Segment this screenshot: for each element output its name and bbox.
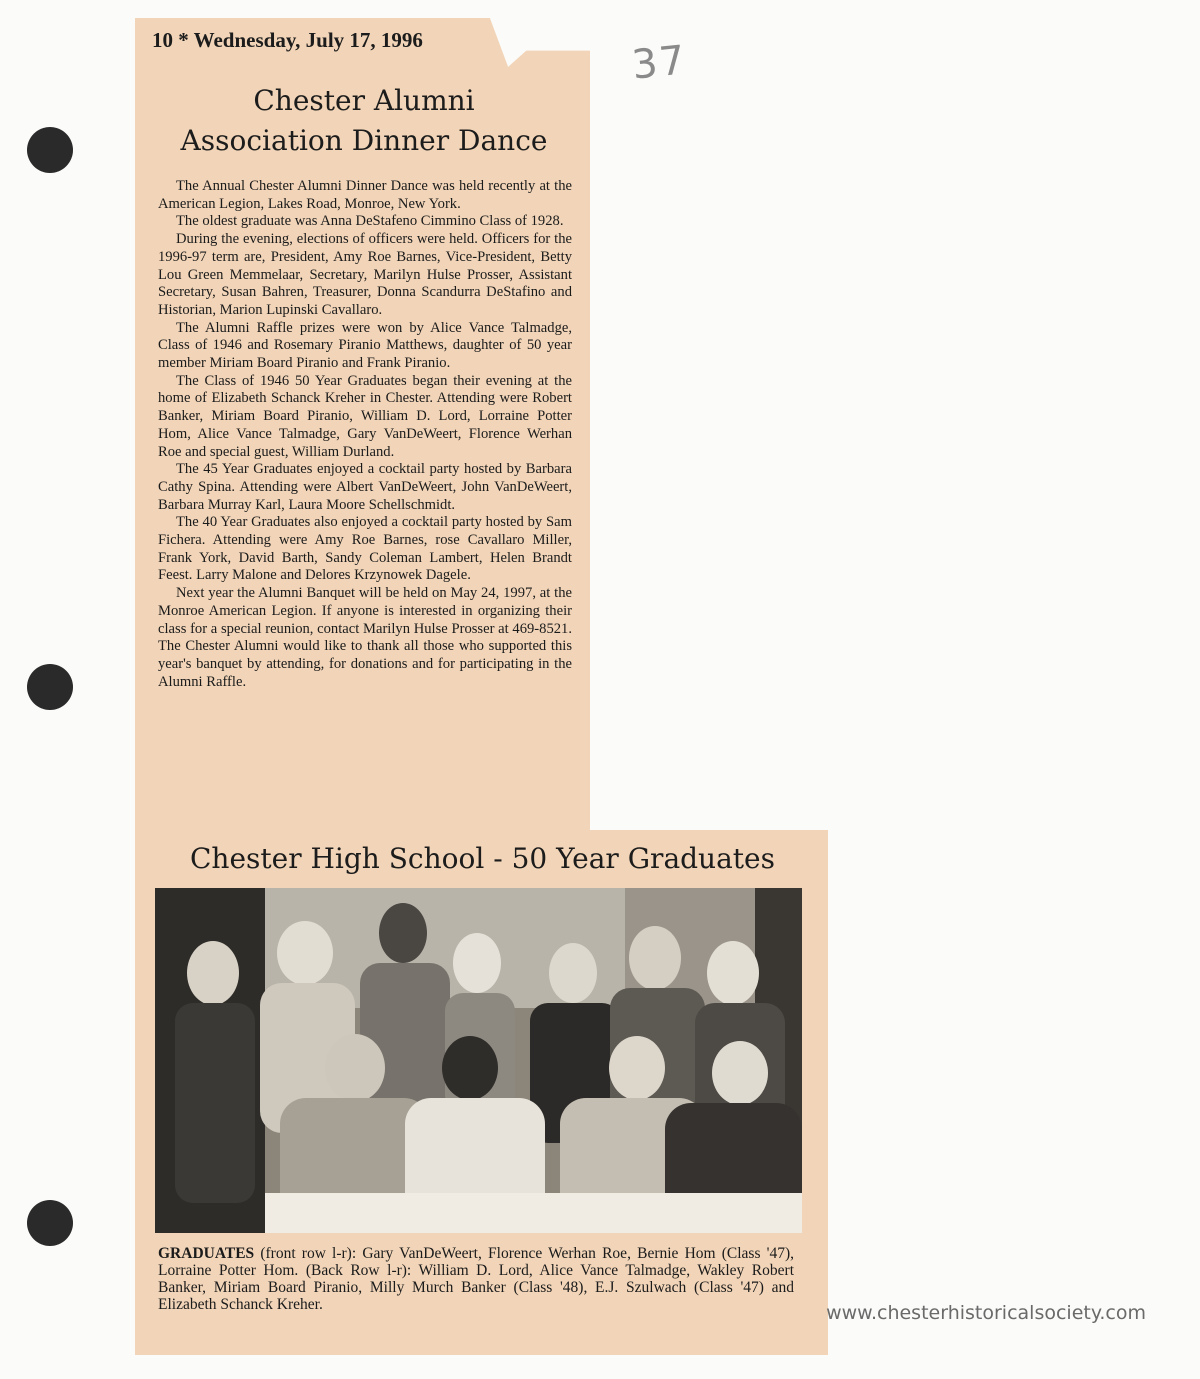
binder-hole-bottom [27,1200,73,1246]
article-paragraph: The Class of 1946 50 Year Graduates began their evening at the home of Elizabeth Schanck Kreher in Chester. Attending were Robert Banker, Miriam Board Piranio, William D. Lord, Lorraine Potter Hom, Alice Vance Talmadge, Gary VanDeWeert, Florence Werhan Roe and special guest, William Durland. [158,372,572,460]
article-paragraph: The Annual Chester Alumni Dinner Dance was held recently at the American Legion, Lakes Road, Monroe, New York. [158,178,572,212]
article-paragraph: During the evening, elections of officers were held. Officers for the 1996-97 term are, President, Amy Roe Barnes, Vice-President, Betty Lou Green Memmelaar, Secretary, Marilyn Hulse Prosser, Assistant Secretary, Susan Bahren, Treasurer, Donna Scandurra DeStafino and Historian, Marion Lupinski Cavallaro. [158,231,572,318]
binder-hole-top [27,127,73,173]
article-paragraph: The oldest graduate was Anna DeStafeno Cimmino Class of 1928. [176,213,564,230]
article-paragraph: The Alumni Raffle prizes were won by Alice Vance Talmadge, Class of 1946 and Rosemary Piranio Matthews, daughter of 50 year member Miriam Board Piranio and Frank Piranio. [158,319,572,372]
headline-line2: Association Dinner Dance [180,124,548,157]
group-photo [155,888,802,1233]
article-paragraph: Next year the Alumni Banquet will be held on May 24, 1997, at the Monroe American Legion. If anyone is interested in organizing their class for a special reunion, contact Marilyn Hulse Prosser at 469-8521. The Chester Alumni would like to thank all those who supported this year's banquet by attending, for donations and for participating in the Alumni Raffle. [158,585,572,690]
article-paragraph: The 45 Year Graduates enjoyed a cocktail party hosted by Barbara Cathy Spina. Attending were Albert VanDeWeert, John VanDeWeert, Barbara Murray Karl, Laura Moore Schellschmidt. [158,461,572,513]
article-body [158,178,572,691]
watermark: www.chesterhistoricalsociety.com [826,1302,1146,1324]
article-paragraph: The 40 Year Graduates also enjoyed a cocktail party hosted by Sam Fichera. Attending were Amy Roe Barnes, rose Cavallaro Miller, Frank York, David Barth, Sandy Coleman Lambert, Helen Brandt Feest. Larry Malone and Delores Krzynowek Dagele. [158,514,572,584]
handwritten-page-number: 37 [629,37,690,89]
binder-hole-middle [27,664,73,710]
caption-lead: GRADUATES [158,1245,255,1262]
photo-section-title: Chester High School - 50 Year Graduates [190,842,775,875]
dateline: 10 * Wednesday, July 17, 1996 [152,28,423,52]
photo-caption [158,1245,794,1313]
headline-line1: Chester Alumni [253,84,475,117]
group-photo-illustration [155,888,802,1233]
caption-text: (front row l-r): Gary VanDeWeert, Florence Werhan Roe, Bernie Hom (Class '47), Lorraine Potter Hom. (Back Row l-r): William D. Lord, Alice Vance Talmadge, Wakley Robert Banker, Miriam Board Piranio, Milly Murch Banker (Class '48), E.J. Szulwach (Class '47) and Elizabeth Schanck Kreher. [158,1245,794,1313]
